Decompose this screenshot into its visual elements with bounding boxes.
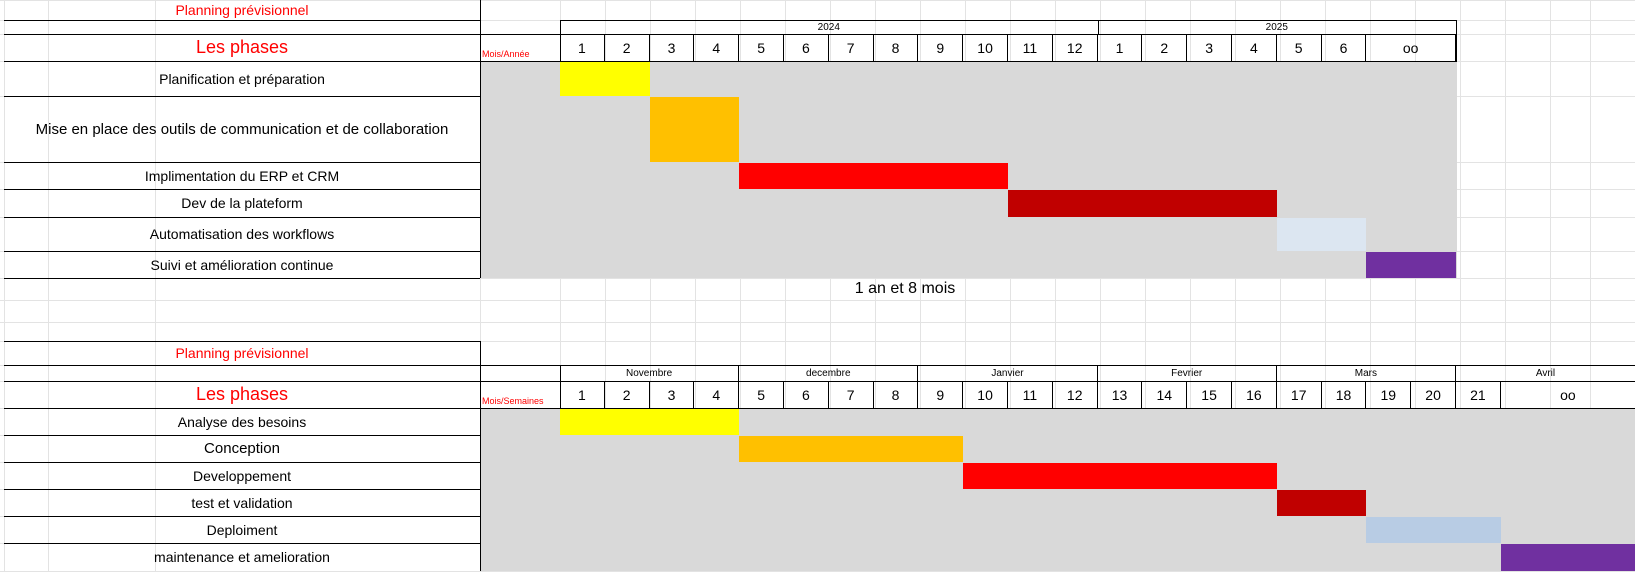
plan2-header-mid xyxy=(480,381,1635,382)
plan2-col-header[interactable]: 13 xyxy=(1098,381,1143,408)
plan2-row-border xyxy=(4,489,480,490)
plan1-header-top xyxy=(560,20,1457,21)
plan2-col-header[interactable]: 5 xyxy=(739,381,784,408)
plan2-bar-3[interactable] xyxy=(963,463,1277,489)
plan1-row-border xyxy=(4,34,480,35)
plan2-col-header[interactable]: 12 xyxy=(1053,381,1098,408)
plan1-col-header[interactable]: 6 xyxy=(1322,34,1367,61)
plan1-header-right xyxy=(1456,20,1457,61)
plan2-col-header[interactable]: 15 xyxy=(1187,381,1232,408)
plan2-phase-6[interactable]: maintenance et amelioration xyxy=(154,549,330,565)
plan1-row-border xyxy=(4,96,480,97)
plan2-col-header[interactable]: 8 xyxy=(874,381,919,408)
plan1-title: Planning prévisionnel xyxy=(175,2,309,18)
plan2-bar-2[interactable] xyxy=(739,436,963,462)
plan1-header-mid xyxy=(480,34,1457,35)
plan1-col-header[interactable]: 2 xyxy=(605,34,650,61)
plan1-bar-2[interactable] xyxy=(650,97,740,162)
plan1-col-header[interactable]: 4 xyxy=(694,34,739,61)
plan1-phase-3[interactable]: Implimentation du ERP et CRM xyxy=(144,167,340,184)
year-2024: 2024 xyxy=(817,21,840,33)
plan1-col-header[interactable]: 3 xyxy=(1187,34,1232,61)
plan1-row-border xyxy=(4,20,480,21)
plan1-bar-3[interactable] xyxy=(739,163,1008,189)
plan2-col-header[interactable]: 11 xyxy=(1008,381,1053,408)
plan2-phase-5[interactable]: Deploiment xyxy=(206,521,278,538)
plan2-row-border xyxy=(4,543,480,544)
plan2-col-header[interactable]: 14 xyxy=(1142,381,1187,408)
month-fevrier: Fevrier xyxy=(1098,365,1277,381)
plan1-col-header[interactable]: 5 xyxy=(1277,34,1322,61)
plan2-label-border xyxy=(480,341,481,571)
plan1-phase-2[interactable]: Mise en place des outils de communication et de collaboration xyxy=(35,120,449,138)
plan2-phases-header: Les phases xyxy=(195,384,289,404)
plan1-row-border xyxy=(4,61,480,62)
plan2-header-top xyxy=(480,365,1635,366)
plan2-phase-1[interactable]: Analyse des besoins xyxy=(177,413,307,430)
plan2-col-header[interactable]: 9 xyxy=(918,381,963,408)
plan2-col-header[interactable]: 18 xyxy=(1322,381,1367,408)
gridline-h xyxy=(0,322,1635,323)
plan1-col-header[interactable]: 1 xyxy=(560,34,605,61)
plan1-col-header[interactable]: 8 xyxy=(874,34,919,61)
plan1-phase-6[interactable]: Suivi et amélioration continue xyxy=(150,256,334,273)
plan1-col-header[interactable]: 12 xyxy=(1053,34,1098,61)
plan2-col-header[interactable]: 1 xyxy=(560,381,605,408)
plan1-col-header[interactable]: 3 xyxy=(650,34,695,61)
plan2-bar-5[interactable] xyxy=(1366,517,1500,543)
plan2-col-header[interactable]: 2 xyxy=(605,381,650,408)
plan1-col-header[interactable]: 1 xyxy=(1098,34,1143,61)
plan1-col-header[interactable]: 2 xyxy=(1142,34,1187,61)
plan2-header-bottom xyxy=(480,408,1635,409)
plan2-col-header[interactable]: 17 xyxy=(1277,381,1322,408)
plan1-col-header[interactable]: 9 xyxy=(918,34,963,61)
plan1-header-left xyxy=(560,20,561,61)
plan1-phases-header: Les phases xyxy=(195,37,289,57)
plan1-phase-4[interactable]: Dev de la plateform xyxy=(181,195,303,211)
plan1-col-header[interactable]: 7 xyxy=(829,34,874,61)
plan2-bar-6[interactable] xyxy=(1501,544,1635,571)
plan2-col-header[interactable]: 10 xyxy=(963,381,1008,408)
plan1-bar-6[interactable] xyxy=(1366,252,1456,278)
plan1-row-border xyxy=(4,278,480,279)
plan1-col-header[interactable]: oo xyxy=(1366,34,1456,61)
plan1-col-header[interactable]: 6 xyxy=(784,34,829,61)
plan2-row-border xyxy=(4,341,480,342)
plan1-bar-1[interactable] xyxy=(560,62,650,96)
plan1-col-header[interactable]: 11 xyxy=(1008,34,1053,61)
plan2-row-border xyxy=(4,435,480,436)
month-janvier: Janvier xyxy=(918,365,1097,381)
plan1-row-border xyxy=(4,251,480,252)
plan2-row-border xyxy=(4,381,480,382)
plan1-row-border xyxy=(4,162,480,163)
month-novembre: Novembre xyxy=(560,365,739,381)
plan1-bar-5[interactable] xyxy=(1277,218,1367,251)
plan1-duration: 1 an et 8 mois xyxy=(854,280,956,297)
plan2-col-header[interactable]: 6 xyxy=(784,381,829,408)
plan2-phase-3[interactable]: Developpement xyxy=(192,467,292,484)
month-decembre: decembre xyxy=(739,365,918,381)
year-2025: 2025 xyxy=(1265,21,1288,33)
plan2-col-header[interactable]: 16 xyxy=(1232,381,1277,408)
plan1-year-split xyxy=(1098,20,1099,34)
plan1-col-header[interactable]: 4 xyxy=(1232,34,1277,61)
plan2-phase-2[interactable]: Conception xyxy=(204,440,280,457)
plan1-phase-1[interactable]: Planification et préparation xyxy=(159,70,325,87)
plan2-col-header[interactable]: 4 xyxy=(694,381,739,408)
plan1-header-bottom xyxy=(480,61,1457,62)
plan1-col-header[interactable]: 10 xyxy=(963,34,1008,61)
plan1-row-border xyxy=(4,189,480,190)
plan1-label-border xyxy=(480,0,481,278)
plan1-col-header[interactable]: 5 xyxy=(739,34,784,61)
month-mars: Mars xyxy=(1277,365,1456,381)
plan2-row-border xyxy=(4,516,480,517)
plan2-row-border xyxy=(4,365,480,366)
plan2-title: Planning prévisionnel xyxy=(175,345,309,361)
plan2-header-left xyxy=(560,365,561,408)
plan2-row-border xyxy=(4,462,480,463)
plan2-col-header[interactable]: 3 xyxy=(650,381,695,408)
plan2-bar-1[interactable] xyxy=(560,409,739,435)
plan2-col-header[interactable]: 7 xyxy=(829,381,874,408)
plan2-phase-4[interactable]: test et validation xyxy=(191,494,293,511)
plan2-col-header[interactable]: 21 xyxy=(1456,381,1501,408)
plan2-col-header[interactable]: oo xyxy=(1560,386,1576,403)
plan1-phase-5[interactable]: Automatisation des workflows xyxy=(149,226,335,242)
month-avril: Avril xyxy=(1535,367,1556,379)
plan2-bar-4[interactable] xyxy=(1277,490,1367,516)
plan2-row-border xyxy=(4,408,480,409)
plan1-row-border xyxy=(4,217,480,218)
plan1-axis-label: Mois/Année xyxy=(482,49,530,59)
plan2-col-header[interactable]: 20 xyxy=(1411,381,1456,408)
plan2-col-header[interactable]: 19 xyxy=(1366,381,1411,408)
plan2-axis-label: Mois/Semaines xyxy=(482,396,544,406)
gridline-h xyxy=(0,300,1635,301)
plan1-bar-4[interactable] xyxy=(1008,190,1277,217)
